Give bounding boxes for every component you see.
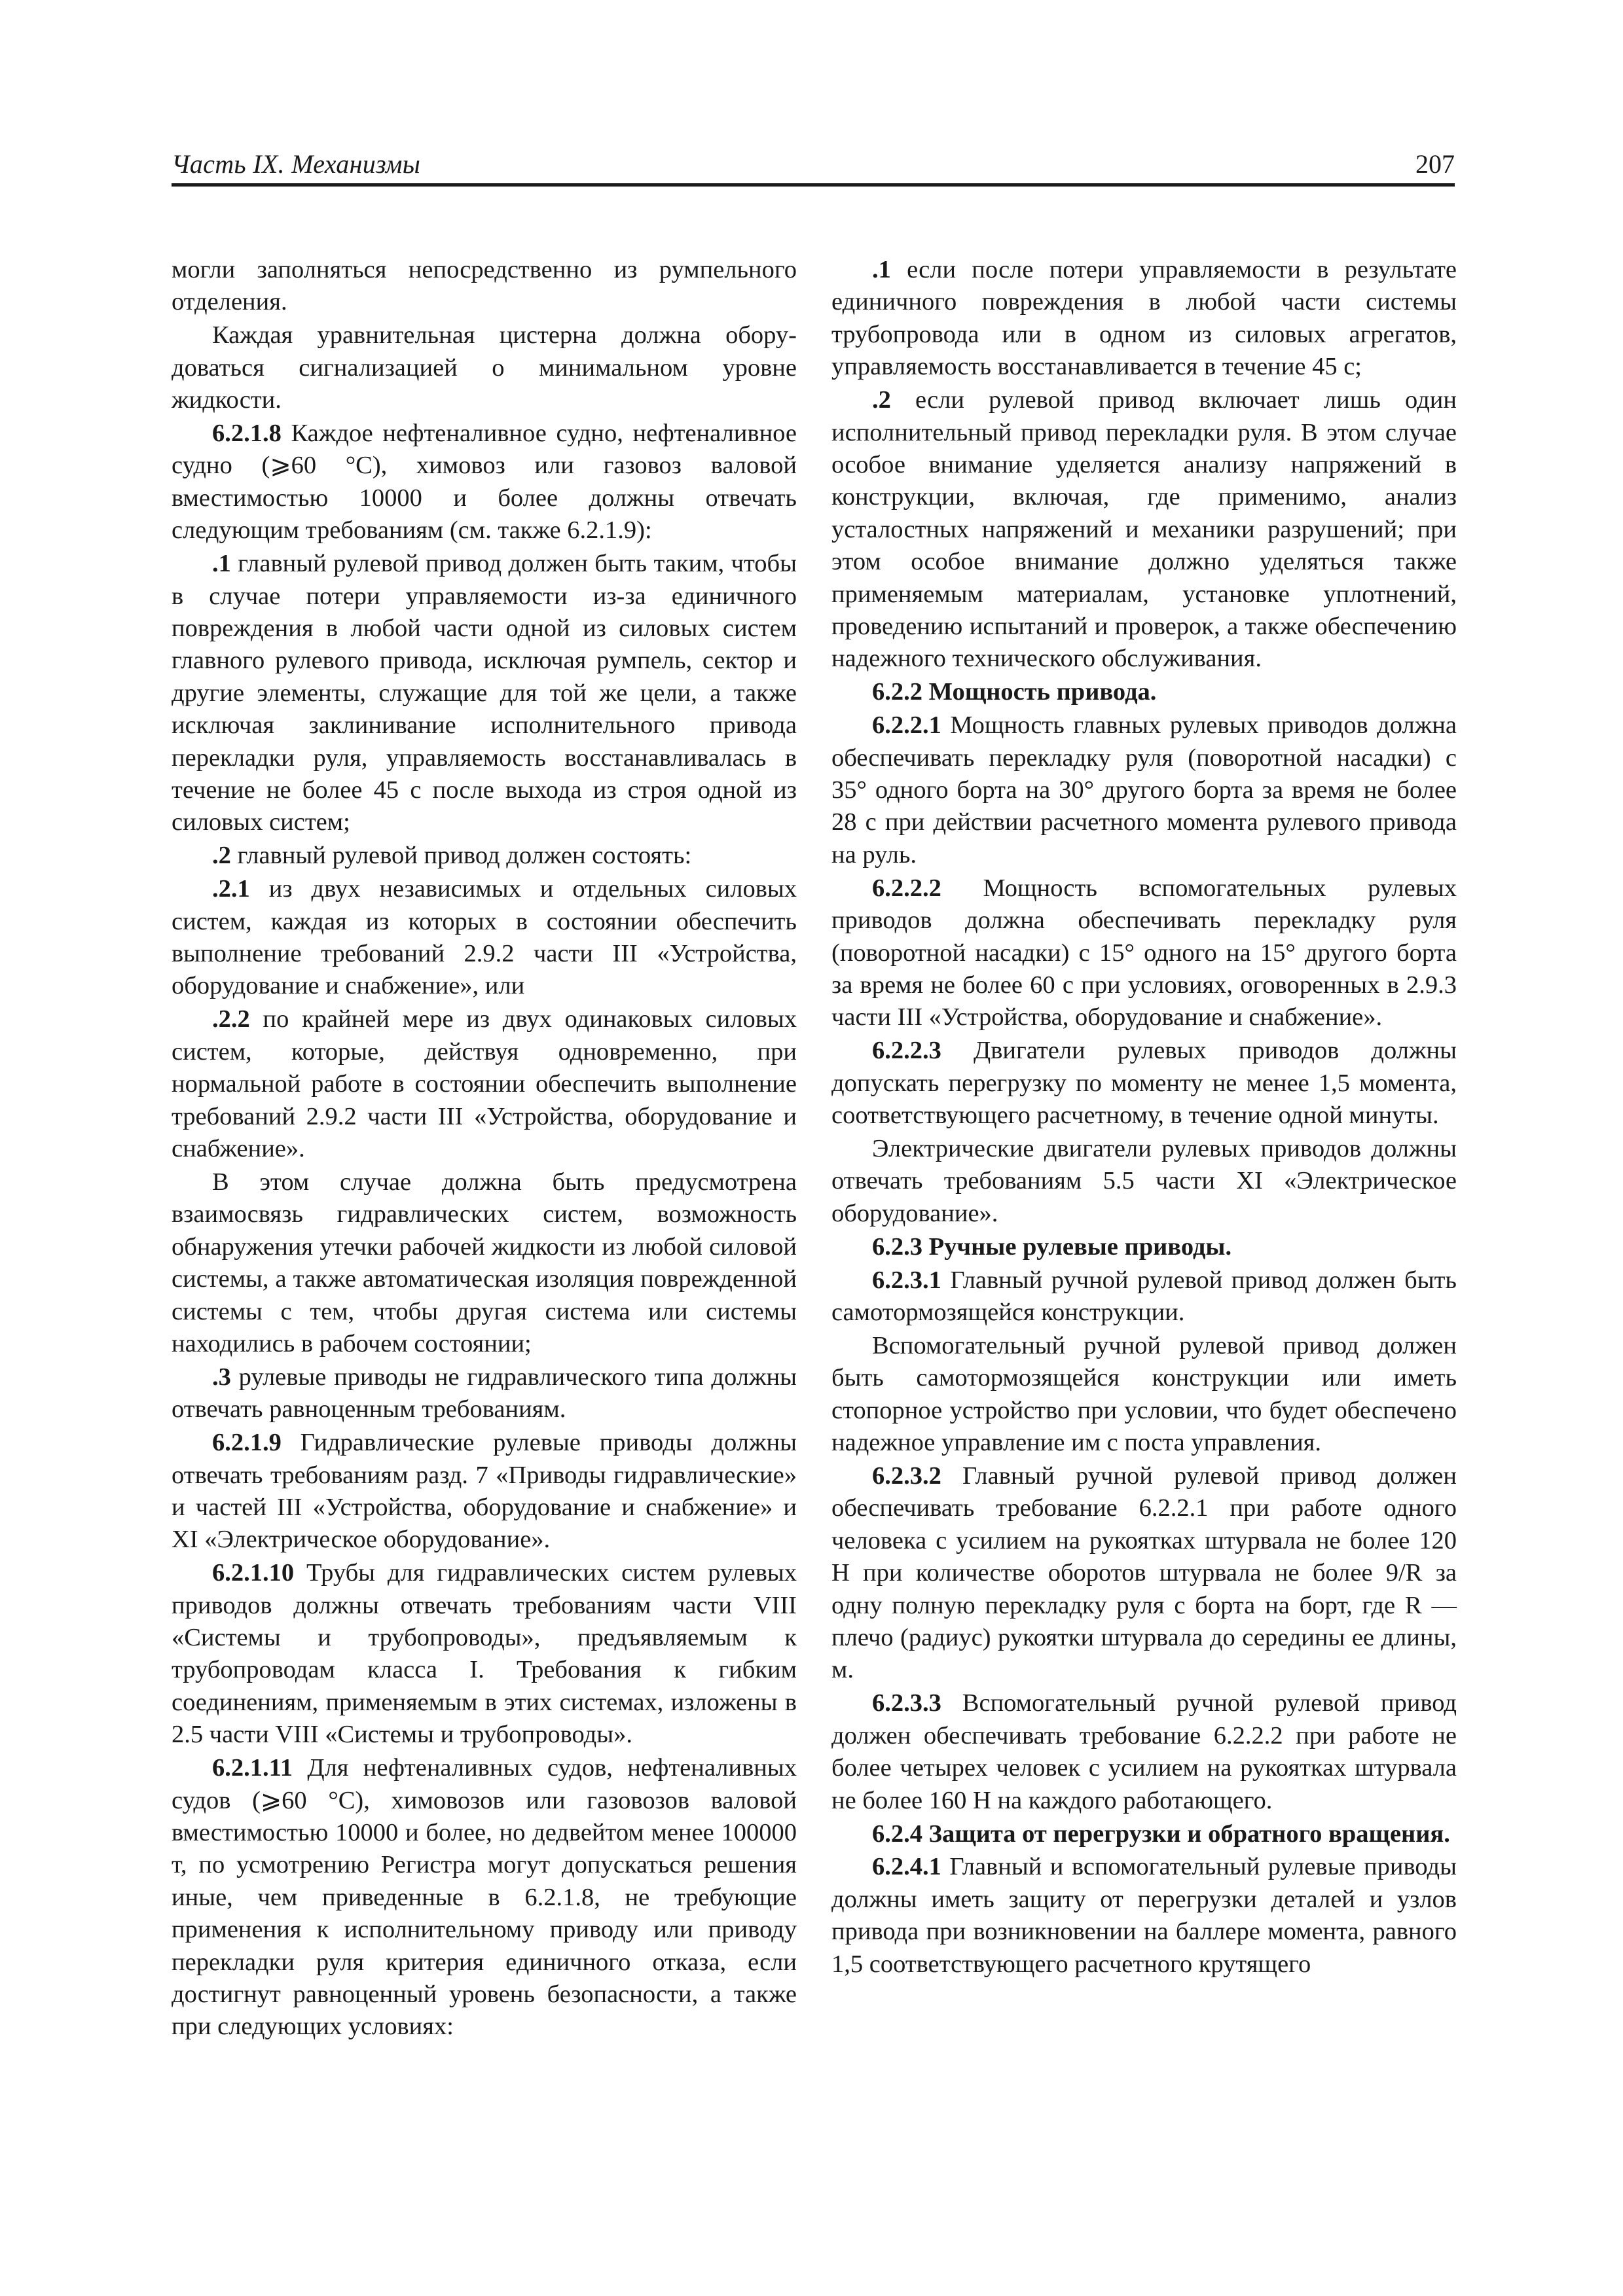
section-heading [831,676,1457,708]
clause-number: .3 [212,1363,231,1391]
paragraph-text: Главный ручной рулевой привод должен быть самотормозящейся конструкции. [831,1266,1457,1326]
paragraph [172,1427,797,1556]
clause-number: 6.2.2.3 [872,1037,941,1065]
paragraph-text: главный рулевой привод должен быть таким, чтобы в случае потери управляемости из-за единичного повреждения в любой части одной из силовых систем главного рулевого привода, исключая румпель, сектор и другие элементы, служащие для той же цели, а также исключая заклинивание исполнительного привода перекладки руля, управляемость восстанавливалась в течение не более 45 с после выхода из строя одной из силовых систем; [172,550,797,836]
paragraph-text: Мощность главных рулевых приводов должна обеспечивать перекладку руля (поворотной насадки) с 35° одного борта на 30° другого борта за время не более 28 с при действии расчетного момента рулевого привода на руль. [831,711,1457,869]
paragraph-text: Трубы для гидравлических систем рулевых приводов должны отвечать требованиям части VIII «Системы и трубопроводы», предъявляемым к трубопроводам класса I. Требования к гибким соединениям, применяемым в этих системах, изложены в 2.5 части VIII «Системы и трубопроводы». [172,1559,797,1749]
paragraph-text: В этом случае должна быть предусмотрена взаимосвязь гидравлических систем, возможность обнаружения утечки рабочей жидкости из любой силовой системы, а также автоматическая изоляция поврежденной системы с тем, чтобы другая система или системы находились в рабочем состоянии; [172,1168,797,1357]
paragraph [831,1265,1457,1329]
clause-number: .2 [212,842,231,870]
clause-number: .2.1 [212,875,250,903]
section-number: 6.2.2 [872,678,922,706]
section-heading [831,1818,1457,1850]
paragraph-text: Мощность вспомогательных рулевых приводов должна обеспечивать перекладку руля (поворотной насадки) с 15° одного на 15° другого борта за время не более 60 с при условиях, оговоренных в 2.9.3 части III «Устройства, оборудование и снабжение». [831,874,1457,1031]
paragraph [831,254,1457,384]
paragraph-text: по крайней мере из двух одинаковых силовых систем, которые, действуя одновременно, при нормальной работе в состоянии обеспечить выполнение требований 2.9.2 части III «Устройства, оборудование и снабжение». [172,1005,797,1162]
part-title: Часть IX. Механизмы [172,149,421,179]
clause-number: 6.2.4.1 [872,1853,941,1881]
paragraph-text: Каждая уравнительная цистерна должна оборудоваться сигнализацией о минимальном уровне жидкости. [172,321,797,414]
section-number: 6.2.4 [872,1820,922,1848]
paragraph [831,1133,1457,1230]
paragraph-text: Вспомогательный ручной рулевой привод должен обеспечивать требование 6.2.2.2 при работе не более четырех человек с усилием на рукоятках штурвала не более 160 Н на каждого работающего. [831,1689,1457,1814]
paragraph [172,254,797,319]
left-column [172,254,797,2044]
section-title: Защита от перегрузки и обратного вращения. [922,1820,1450,1848]
section-number: 6.2.3 [872,1232,922,1261]
paragraph-text: если рулевой привод включает лишь один исполнительный привод перекладки руля. В этом случае особое внимание уделяется анализу напряжений в конструкции, включая, где применимо, анализ усталостных напряжений и механики разрушений; при этом особое внимание должно уделяться также применяемым материалам, установке уплотнений, проведению испытаний и проверок, а также обеспечению надежного технического обслуживания. [831,386,1457,673]
paragraph [831,1330,1457,1460]
paragraph-text: Вспомогательный ручной рулевой привод должен быть самотормозящейся конструкции или иметь стопорное устройство при условии, что будет обеспечено надежное управление им с поста управления. [831,1331,1457,1457]
paragraph [172,840,797,872]
clause-number: 6.2.1.11 [212,1754,293,1782]
clause-number: 6.2.1.9 [212,1429,282,1457]
clause-number: 6.2.3.1 [872,1266,941,1294]
section-title: Ручные рулевые приводы. [922,1232,1232,1261]
paragraph [831,1460,1457,1687]
clause-number: .2.2 [212,1005,250,1033]
section-title: Мощность привода. [922,678,1157,706]
paragraph [831,709,1457,871]
clause-number: 6.2.1.10 [212,1559,295,1587]
paragraph [172,873,797,1003]
paragraph-text: могли заполняться непосредственно из румпельного отделения. [172,256,797,316]
paragraph-text: Двигатели рулевых приводов должны допускать перегрузку по моменту не менее 1,5 момента, соответствующего расчетному, в течение одной минуты. [831,1037,1457,1130]
paragraph [831,1035,1457,1132]
page-number: 207 [1415,149,1455,179]
paragraph [172,418,797,547]
clause-number: 6.2.2.2 [872,874,941,902]
clause-number: .2 [872,386,891,414]
paragraph [831,384,1457,675]
clause-number: 6.2.3.2 [872,1462,941,1490]
clause-number: 6.2.2.1 [872,711,941,740]
paragraph [831,1851,1457,1981]
paragraph-text: Для нефтеналивных судов, нефтеналивных судов (⩾60 °С), химовозов или газовозов валовой вместимостью 10000 и более, но дедвейтом менее 100000 т, по усмотрению Регистра могут допускаться решения иные, чем приведенные в 6.2.1.8, не требующие применения к исполнительному приводу или приводу перекладки руля критерия единичного отказа, если достигнут равноценный уровень безопасности, а также при следующих условиях: [172,1754,797,2041]
paragraph-text: Электрические двигатели рулевых приводов должны отвечать требованиям 5.5 части XI «Электрическое оборудование». [831,1134,1457,1227]
paragraph-text: Каждое нефтеналивное судно, нефтеналивное судно (⩾60 °С), химовоз или газовоз валовой вместимостью 10000 и более должны отвечать следующим требованиям (см. также 6.2.1.9): [172,420,797,545]
paragraph [831,1687,1457,1817]
paragraph-text: если после потери управляемости в результате единичного повреждения в любой части системы трубопровода или в одном из силовых агрегатов, управляемость восстанавливается в течение 45 с; [831,256,1457,381]
clause-number: 6.2.3.3 [872,1689,941,1717]
paragraph-text: из двух независимых и отдельных силовых систем, каждая из которых в состоянии обеспечить выполнение требований 2.9.2 части III «Устройства, оборудование и снабжение», или [172,875,797,1000]
paragraph-text: Главный и вспомогательный рулевые приводы должны иметь защиту от перегрузки деталей и узлов привода при возникновении на баллере момента, равного 1,5 соответствующего расчетного крутящего [831,1853,1457,1978]
clause-number: .1 [872,256,891,283]
paragraph [172,1166,797,1360]
clause-number: 6.2.1.8 [212,420,282,448]
paragraph [172,548,797,839]
section-heading [831,1231,1457,1263]
paragraph [172,1361,797,1426]
paragraph [172,319,797,416]
paragraph-text: главный рулевой привод должен состоять: [230,842,692,870]
paragraph [172,1752,797,2043]
paragraph-text: Гидравлические рулевые приводы должны отвечать требованиям разд. 7 «Приводы гидравлические» и частей III «Устройства, оборудование и снабжение» и XI «Электрическое оборудование». [172,1429,797,1554]
paragraph [172,1557,797,1751]
clause-number: .1 [212,550,231,578]
paragraph-text: Главный ручной рулевой привод должен обеспечивать требование 6.2.2.1 при работе одного человека с усилием на рукоятках штурвала не более 120 Н при количестве оборотов штурвала не более 9/R за одну полную перекладку руля с борта на борт, где R — плечо (радиус) рукоятки штурвала до середины ее длины, м. [831,1462,1457,1684]
paragraph-text: рулевые приводы не гидравлического типа должны отвечать равноценным требованиям. [172,1363,797,1424]
paragraph [831,872,1457,1034]
right-column [831,254,1457,1982]
paragraph [172,1003,797,1165]
running-header [172,145,1455,187]
